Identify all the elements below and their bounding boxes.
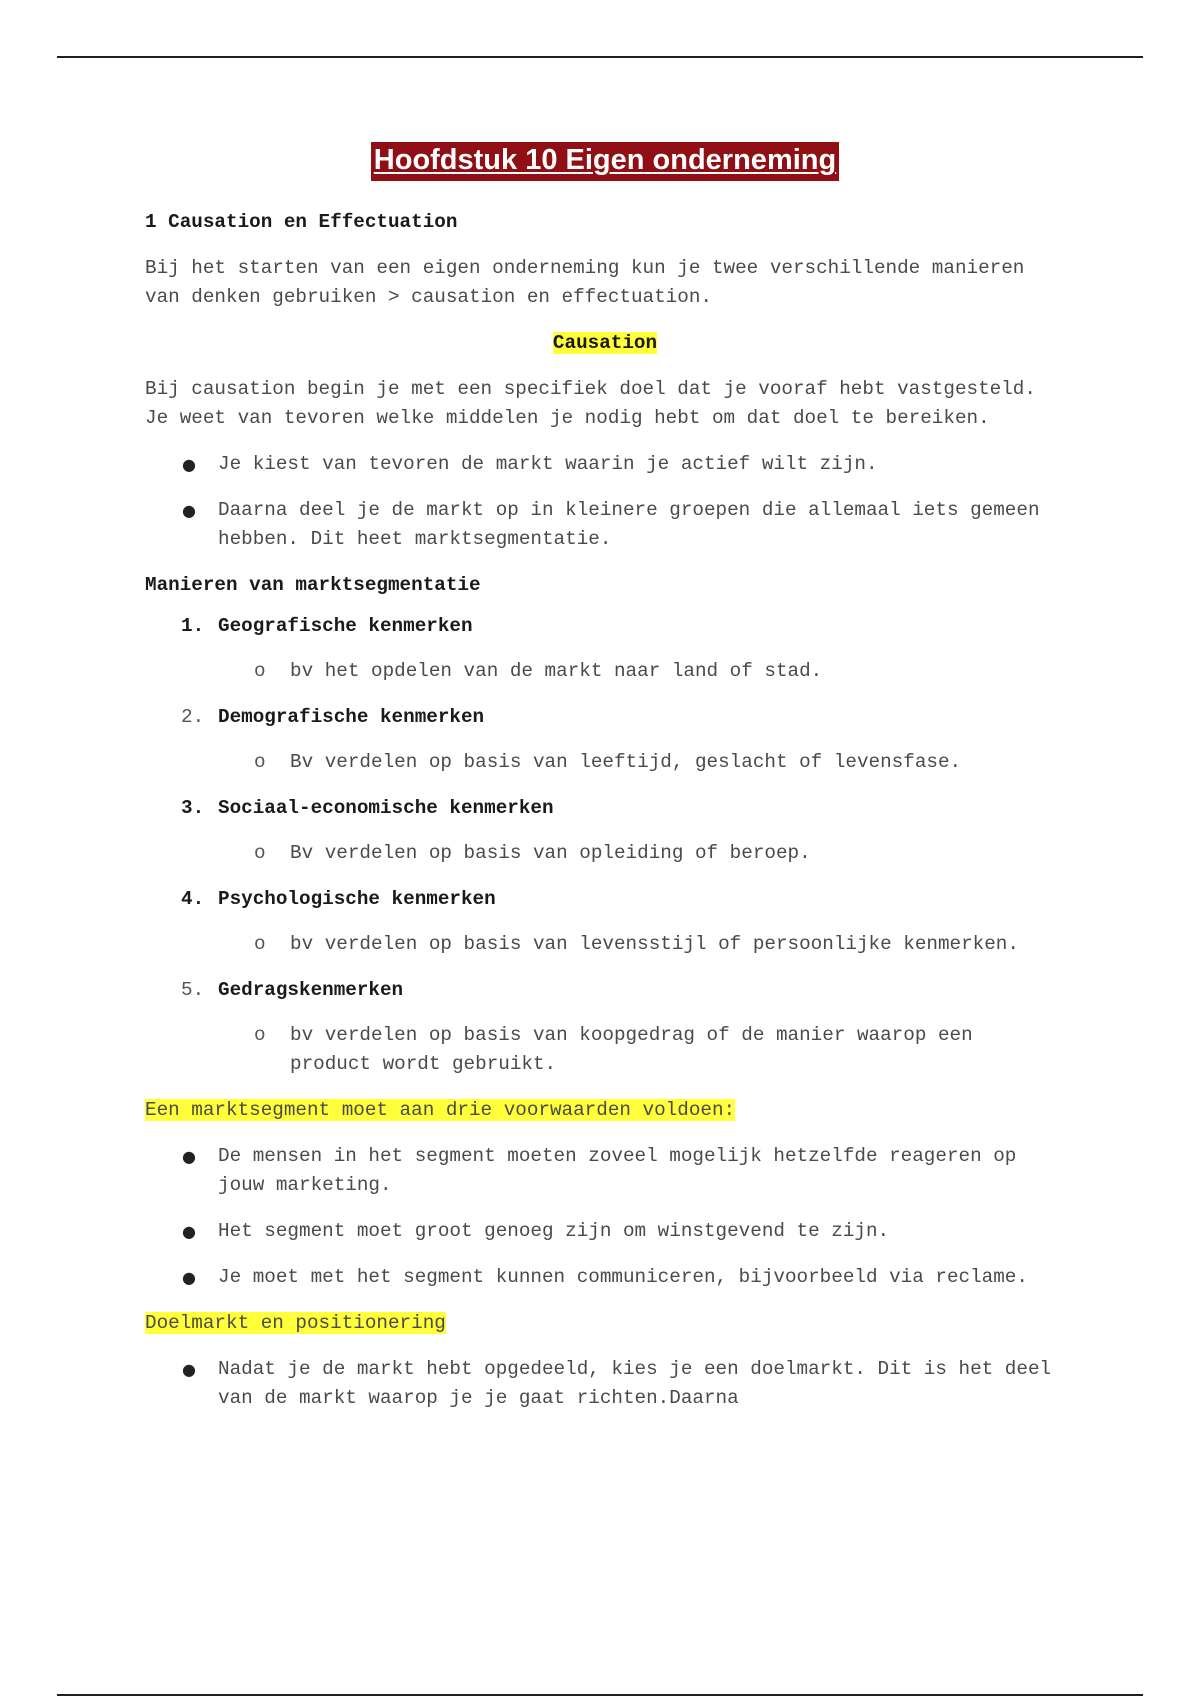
- segmentation-item: 2. Demografische kenmerken: [181, 706, 485, 728]
- list-item: ● Je moet met het segment kunnen communiceren, bijvoorbeeld via reclame.: [145, 1263, 1065, 1292]
- list-item: ● Nadat je de markt hebt opgedeeld, kies je een doelmarkt. Dit is het deel van de markt waarop je je gaat richten.Daarna: [145, 1355, 1065, 1413]
- list-item: ● Daarna deel je de markt op in kleinere groepen die allemaal iets gemeen hebben. Dit heet marktsegmentatie.: [145, 496, 1065, 554]
- conditions-bullet-list: [145, 1142, 1065, 1292]
- circle-bullet-icon: o: [254, 660, 266, 682]
- segmentation-item: 3. Sociaal-economische kenmerken: [181, 797, 554, 819]
- bullet-icon: ●: [182, 1360, 196, 1379]
- segmentation-item: 1. Geografische kenmerken: [181, 615, 473, 637]
- segmentation-detail: o bv verdelen op basis van levensstijl of persoonlijke kenmerken.: [145, 930, 1065, 959]
- causation-heading-text: Causation: [552, 332, 658, 354]
- header-rule: [57, 56, 1143, 58]
- bullet-icon: ●: [182, 1268, 196, 1287]
- segmentation-item: 5. Gedragskenmerken: [181, 979, 404, 1001]
- list-item: ● De mensen in het segment moeten zoveel mogelijk hetzelfde reageren op jouw marketing.: [145, 1142, 1065, 1200]
- circle-bullet-icon: o: [254, 751, 266, 773]
- list-item: ● Het segment moet groot genoeg zijn om winstgevend te zijn.: [145, 1217, 1065, 1246]
- bullet-icon: ●: [182, 501, 196, 520]
- segmentation-detail: o bv het opdelen van de markt naar land of stad.: [145, 657, 1065, 686]
- bullet-icon: ●: [182, 455, 196, 474]
- segmentation-item: 4. Psychologische kenmerken: [181, 888, 496, 910]
- circle-bullet-icon: o: [254, 1024, 266, 1046]
- causation-heading: [145, 329, 1065, 358]
- segmentation-detail: o bv verdelen op basis van koopgedrag of de manier waarop een product wordt gebruikt.: [145, 1021, 1065, 1079]
- bullet-icon: ●: [182, 1147, 196, 1166]
- circle-bullet-icon: o: [254, 933, 266, 955]
- document-page: [145, 142, 1065, 1430]
- conditions-heading: Een marktsegment moet aan drie voorwaarden voldoen:: [145, 1099, 736, 1121]
- target-heading: Doelmarkt en positionering: [145, 1312, 446, 1334]
- causation-bullet-list: [145, 450, 1065, 554]
- causation-paragraph: Bij causation begin je met een specifiek doel dat je vooraf hebt vastgesteld. Je weet van tevoren welke middelen je nodig hebt om dat doel te bereiken.: [145, 378, 1036, 429]
- target-bullet-list: [145, 1355, 1065, 1413]
- title-wrap: [145, 142, 1065, 186]
- intro-paragraph: Bij het starten van een eigen onderneming kun je twee verschillende manieren van denken gebruiken > causation en effectuation.: [145, 257, 1025, 308]
- segmentation-detail: o Bv verdelen op basis van opleiding of beroep.: [145, 839, 1065, 868]
- segmentation-detail: o Bv verdelen op basis van leeftijd, geslacht of levensfase.: [145, 748, 1065, 777]
- footer-rule: [57, 1694, 1143, 1696]
- page-title: Hoofdstuk 10 Eigen onderneming: [371, 142, 839, 181]
- segmentation-heading: Manieren van marktsegmentatie: [145, 574, 481, 596]
- bullet-icon: ●: [182, 1222, 196, 1241]
- list-item: ● Je kiest van tevoren de markt waarin je actief wilt zijn.: [145, 450, 1065, 479]
- circle-bullet-icon: o: [254, 842, 266, 864]
- section-heading: 1 Causation en Effectuation: [145, 211, 458, 233]
